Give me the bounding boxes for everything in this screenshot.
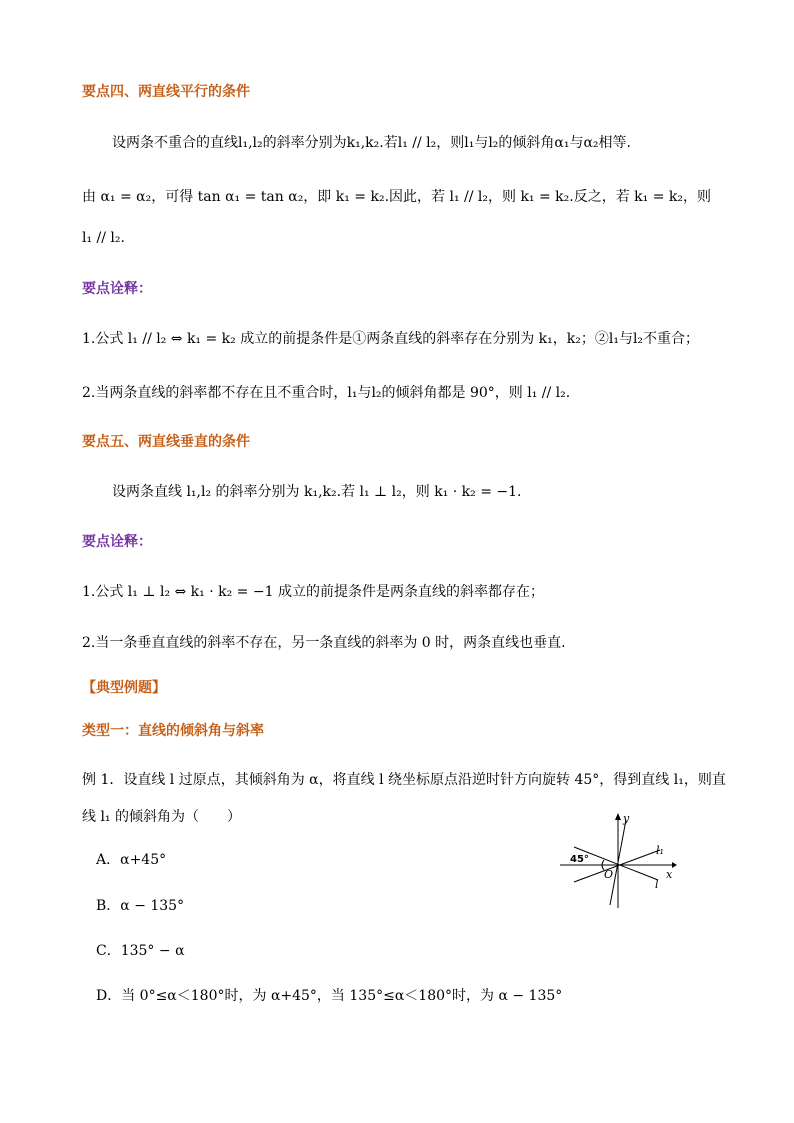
origin-label: O [604,868,614,881]
note1-item1: 1.公式 l₁ // l₂ ⇔ k₁ = k₂ 成立的前提条件是①两条直线的斜率存在分别为 k₁，k₂；②l₁与l₂不重合； [82,331,700,347]
l1-label: l₁ [656,844,664,857]
y-label: y [623,812,630,825]
x-label: x [666,868,673,881]
rotation-figure [560,810,680,910]
section4-title: 要点四、两直线平行的条件 [82,84,250,100]
note2-item2: 2.当一条垂直直线的斜率不存在，另一条直线的斜率为 0 时，两条直线也垂直. [82,635,566,651]
type1-title: 类型一：直线的倾斜角与斜率 [82,723,264,739]
note1-item2: 2.当两条直线的斜率都不存在且不重合时，l₁与l₂的倾斜角都是 90°，则 l₁ // l₂. [82,385,571,401]
option-a: A．α+45° [96,852,167,868]
option-b: B．α − 135° [96,898,185,914]
section4-para2b: l₁ // l₂. [82,230,125,246]
note2-title: 要点诠释： [82,534,152,550]
note2-item1: 1.公式 l₁ ⊥ l₂ ⇔ k₁ · k₂ = −1 成立的前提条件是两条直线的斜率都存在； [82,584,544,600]
section5-title: 要点五、两直线垂直的条件 [82,434,250,450]
section4-para1: 设两条不重合的直线l₁,l₂的斜率分别为k₁,k₂.若l₁ // l₂，则l₁与l₂的倾斜角α₁与α₂相等. [112,135,631,151]
option-d: D．当 0°≤α＜180°时，为 α+45°，当 135°≤α＜180°时，为 α − 135° [96,988,563,1004]
examples-title: 【典型例题】 [82,680,166,696]
question1-line2: 线 l₁ 的倾斜角为（ ） [82,809,241,825]
angle-label: 45° [570,854,589,865]
y-arrow [615,813,621,820]
section5-para1: 设两条直线 l₁,l₂ 的斜率分别为 k₁,k₂.若 l₁ ⊥ l₂，则 k₁ · k₂ = −1. [112,484,522,500]
section4-para2a: 由 α₁ = α₂，可得 tan α₁ = tan α₂，即 k₁ = k₂.因此，若 l₁ // l₂，则 k₁ = k₂.反之，若 k₁ = k₂，则 [82,189,711,205]
x-arrow [672,862,677,868]
question1-line1: 例 1．设直线 l 过原点，其倾斜角为 α，将直线 l 绕坐标原点沿逆时针方向旋转 45°，得到直线 l₁，则直 [82,772,726,788]
note1-title: 要点诠释： [82,281,152,297]
l-label: l [655,878,659,891]
option-c: C．135° − α [96,943,185,959]
